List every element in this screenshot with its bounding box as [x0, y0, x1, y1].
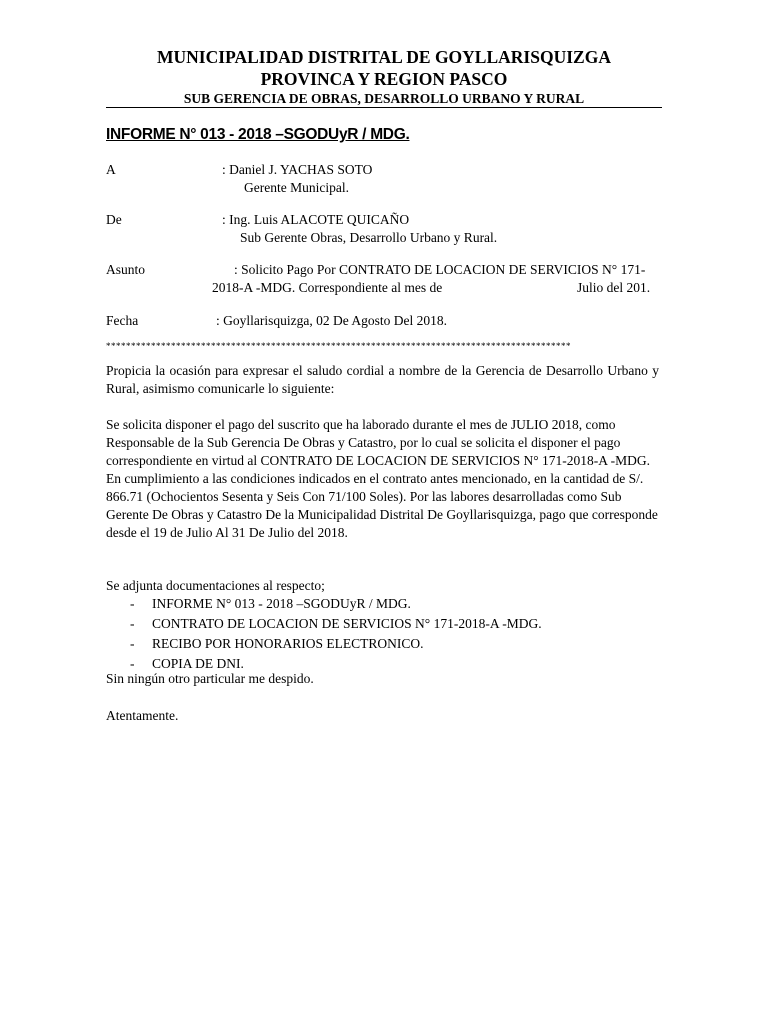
letterhead — [106, 46, 662, 108]
field-date-value: : Goyllarisquizga, 02 De Agosto Del 2018. — [216, 313, 447, 328]
letterhead-department: SUB GERENCIA DE OBRAS, DESARROLLO URBANO Y RURAL — [183, 91, 585, 106]
field-date-label: Fecha — [106, 313, 139, 328]
main-paragraph: Se solicita disponer el pago del suscrito que ha laborado durante el mes de JULIO 2018, como Responsable de la Sub Gerencia De Obras y Catastro, por lo cual se solicita el disponer el pago correspondiente en virtud al CONTRATO DE LOCACION DE SERVICIOS N° 171-2018-A -MDG. En cumplimiento a las condiciones indicados en el contrato antes mencionado, en la cantidad de S/. 866.71 (Ochocientos Sesenta y Seis Con 71/100 Soles). Por las labores desarrolladas como Sub Gerente De Obras y Catastro De la Municipalidad Distrital De Goyllarisquizga, pago que corresponde desde el 19 de Julio Al 31 De Julio del 2018. — [106, 417, 658, 540]
intro-paragraph: Propicia la ocasión para expresar el saludo cordial a nombre de la Gerencia de Desarrollo Urbano y Rural, asimismo comunicarle lo siguiente: — [106, 363, 659, 396]
attachments-list — [106, 594, 542, 674]
closing-line: Sin ningún otro particular me despido. — [106, 671, 314, 686]
list-dash: - — [130, 596, 135, 611]
list-dash: - — [130, 636, 135, 651]
list-dash: - — [130, 616, 135, 631]
field-subject-value: : Solicito Pago Por CONTRATO DE LOCACION DE SERVICIOS N° 171- — [234, 262, 646, 277]
list-item — [106, 634, 542, 654]
field-from-value: : Ing. Luis ALACOTE QUICAÑO — [222, 212, 410, 227]
list-item — [106, 594, 542, 614]
letterhead-province: PROVINCA Y REGION PASCO — [260, 69, 508, 89]
attachments-intro: Se adjunta documentaciones al respecto; — [106, 578, 325, 593]
report-title: INFORME N° 013 - 2018 –SGODUyR / MDG. — [106, 126, 410, 143]
attachment-item: INFORME N° 013 - 2018 –SGODUyR / MDG. — [152, 596, 411, 611]
list-item — [106, 614, 542, 634]
field-to-label: A — [106, 162, 116, 177]
field-subject-label: Asunto — [106, 262, 146, 277]
attachment-item: COPIA DE DNI. — [152, 656, 244, 671]
field-to-value: : Daniel J. YACHAS SOTO — [222, 162, 373, 177]
asterisk-separator: ********************************************************************************************* — [106, 341, 571, 351]
attachment-item: RECIBO POR HONORARIOS ELECTRONICO. — [152, 636, 424, 651]
field-from-role: Sub Gerente Obras, Desarrollo Urbano y Rural. — [240, 230, 498, 245]
field-to-role: Gerente Municipal. — [244, 180, 349, 195]
attachment-item: CONTRATO DE LOCACION DE SERVICIOS N° 171-2018-A -MDG. — [152, 616, 542, 631]
list-dash: - — [130, 656, 135, 671]
field-subject-month: Julio del 201. — [577, 280, 651, 295]
field-from-label: De — [106, 212, 122, 227]
letterhead-municipality: MUNICIPALIDAD DISTRITAL DE GOYLLARISQUIZGA — [157, 47, 611, 67]
letterhead-divider — [106, 107, 662, 108]
signoff: Atentamente. — [106, 708, 179, 723]
field-subject-continuation: 2018-A -MDG. Correspondiente al mes de — [212, 280, 443, 295]
